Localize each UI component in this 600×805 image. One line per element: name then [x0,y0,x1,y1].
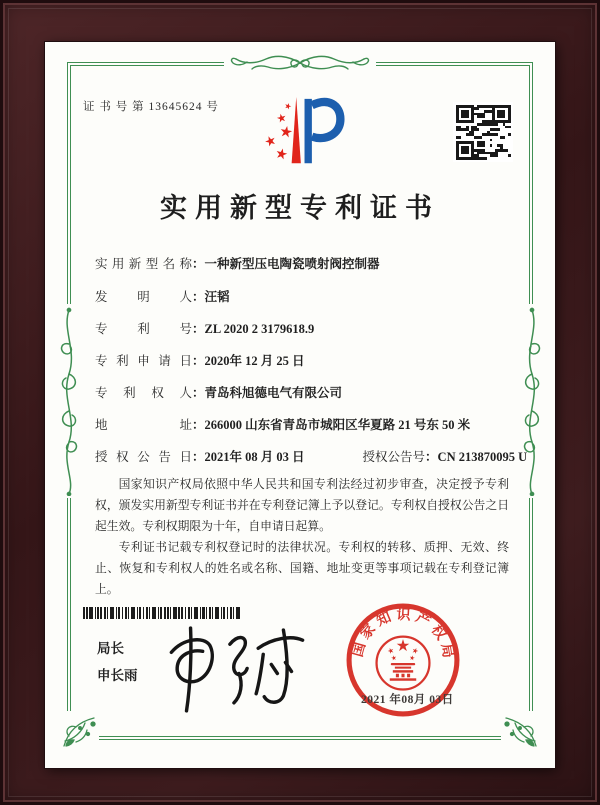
field-value: 青岛科旭德电气有限公司 [204,386,343,400]
certificate-number: 证 书 号 第 13645624 号 [83,101,219,113]
grant-no-value: CN 213870095 U [437,450,528,464]
legal-paragraphs [95,474,509,600]
floral-corner-right-icon [501,711,541,751]
field-label: 地址 [95,418,192,432]
field-label: 专利申请日 [95,354,192,368]
field-label: 专利号 [95,322,192,336]
colon: ： [192,354,205,368]
field-label: 专利权人 [95,386,192,400]
field-value: 266000 山东省青岛市城阳区华夏路 21 号东 50 米 [204,418,471,432]
officer-name: 申长雨 [97,667,138,683]
field-label: 发明人 [95,290,192,304]
field-row-grant [95,447,528,466]
colon: ： [425,450,438,464]
qr-code [453,102,513,162]
colon: ： [192,418,205,432]
barcode [83,607,241,619]
seal-text: 国家知识产权局 [349,606,457,664]
field-value: 一种新型压电陶瓷喷射阀控制器 [204,257,380,271]
field-value: 2020年 12 月 25 日 [204,354,305,368]
paragraph: 国家知识产权局依照中华人民共和国专利法经过初步审查，决定授予专利权，颁发实用新型专利证书并在专利登记簿上予以登记。专利权自授权公告之日起生效。专利权期限为十年，自申请日起算。 [95,477,509,533]
field-row-inventor [95,287,521,306]
flourish-left-icon [55,304,82,498]
certificate-title: 实用新型专利证书 [160,193,440,223]
field-row-name [95,254,521,273]
officer-block [97,642,138,682]
field-row-filing-date [95,351,521,370]
field-value: ZL 2020 2 3179618.9 [204,322,315,336]
officer-title: 局长 [97,641,124,656]
flourish-top-icon [224,49,376,77]
svg-text:国家知识产权局 [348,605,458,663]
grant-no-label: 授权公告号 [362,450,426,464]
certificate-page [45,42,555,768]
field-label: 实用新型名称 [95,257,192,271]
field-row-patentee [95,383,521,402]
field-row-address [95,415,521,434]
floral-corner-left-icon [59,711,99,751]
signature-icon [157,620,319,726]
field-label: 授权公告日 [95,450,192,464]
colon: ： [192,450,205,464]
field-row-patent-no [95,319,521,338]
field-value: 汪韬 [204,290,230,304]
colon: ： [192,322,205,336]
seal-date: 2021 年08月 03日 [361,694,454,706]
colon: ： [192,290,205,304]
colon: ： [192,386,205,400]
colon: ： [192,257,205,271]
field-value: 2021年 08 月 03 日 [204,450,305,464]
flourish-right-icon [518,304,545,498]
paragraph: 专利证书记载专利权登记时的法律状况。专利权的转移、质押、无效、终止、恢复和专利权人的姓名或名称、国籍、地址变更等事项记载在专利登记簿上。 [95,539,509,596]
cnipa-logo-icon [253,92,345,172]
